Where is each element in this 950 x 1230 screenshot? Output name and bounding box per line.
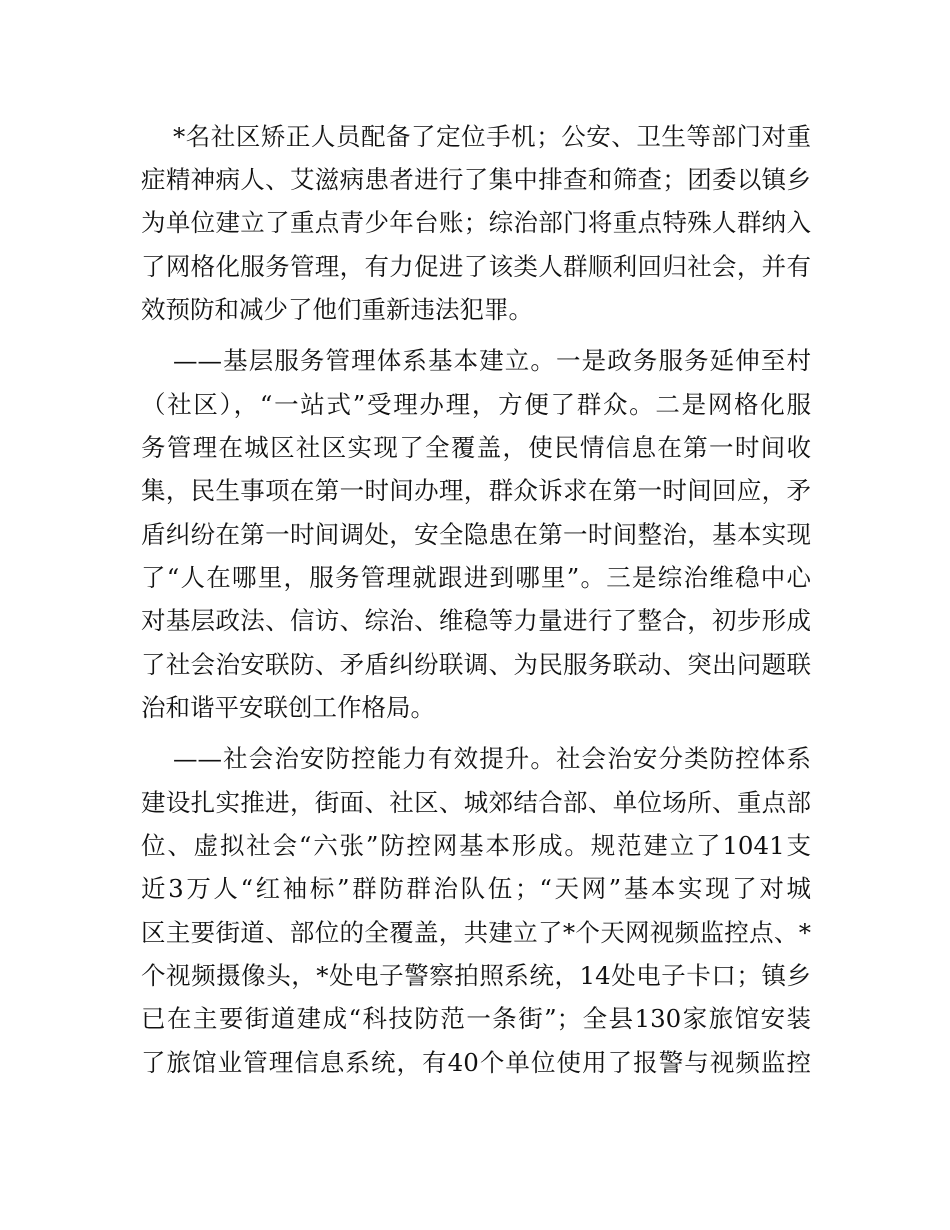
paragraph-2-line-5: 盾纠纷在第一时间调处，安全隐患在第一时间整治，基本实现 [141,520,811,549]
paragraph-2-line-9: 治和谐平安联创工作格局。 [141,693,435,722]
paragraph-3-line-3: 位、虚拟社会“六张”防控网基本形成。规范建立了1041支 [141,831,811,860]
paragraph-3-line-2: 建设扎实推进，街面、社区、城郊结合部、单位场所、重点部 [141,788,811,817]
paragraph-2-line-3: 务管理在城区社区实现了全覆盖，使民情信息在第一时间收 [141,433,811,462]
paragraph-1-line-2: 症精神病人、艾滋病患者进行了集中排查和筛查；团委以镇乡 [141,165,811,194]
paragraph-3-line-4: 近3万人“红袖标”群防群治队伍；“天网”基本实现了对城 [141,874,811,903]
paragraph-2-line-6: 了“人在哪里，服务管理就跟进到哪里”。三是综治维稳中心 [141,563,811,592]
paragraph-2-line-4: 集，民生事项在第一时间办理，群众诉求在第一时间回应，矛 [141,476,811,505]
paragraph-1-line-3: 为单位建立了重点青少年台账；综治部门将重点特殊人群纳入 [141,208,811,237]
paragraph-2-line-8: 了社会治安联防、矛盾纠纷联调、为民服务联动、突出问题联 [141,650,811,679]
paragraph-3-line-8: 了旅馆业管理信息系统，有40个单位使用了报警与视频监控 [141,1048,811,1077]
paragraph-1-line-4: 了网格化服务管理，有力促进了该类人群顺利回归社会，并有 [141,252,811,281]
paragraph-2-line-1: ——基层服务管理体系基本建立。一是政务服务延伸至村 [173,346,811,375]
paragraph-3-line-6: 个视频摄像头，*处电子警察拍照系统，14处电子卡口；镇乡 [141,961,811,990]
paragraph-3-line-1: ——社会治安防控能力有效提升。社会治安分类防控体系 [173,744,811,773]
paragraph-3-line-7: 已在主要街道建成“科技防范一条街”；全县130家旅馆安装 [141,1004,811,1033]
paragraph-2-line-7: 对基层政法、信访、综治、维稳等力量进行了整合，初步形成 [141,606,811,635]
paragraph-1-line-1: *名社区矫正人员配备了定位手机；公安、卫生等部门对重 [173,122,811,151]
paragraph-3-line-5: 区主要街道、部位的全覆盖，共建立了*个天网视频监控点、* [141,918,811,947]
paragraph-2-line-2: （社区），“一站式”受理办理，方便了群众。二是网格化服 [141,390,811,419]
paragraph-1-line-5: 效预防和减少了他们重新违法犯罪。 [141,295,533,324]
